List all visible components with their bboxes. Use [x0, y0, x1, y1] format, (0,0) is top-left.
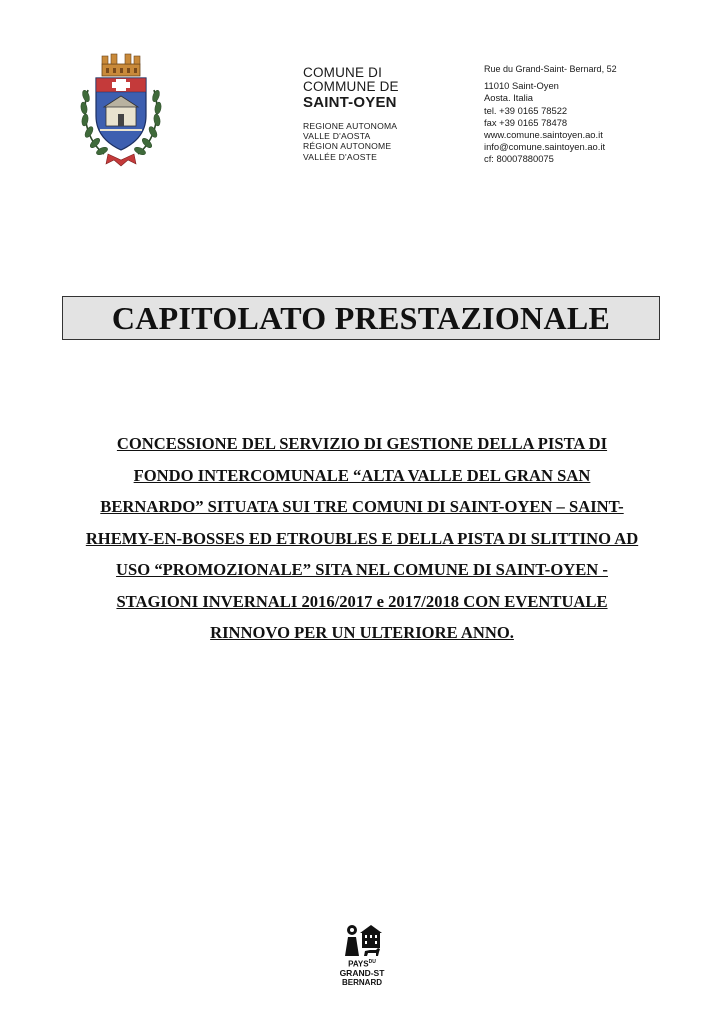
- region-lines: [303, 121, 399, 162]
- logo-text-pays: PAYS: [348, 959, 369, 969]
- contact-block: [484, 63, 617, 166]
- region-line: VALLÉE D'AOSTE: [303, 151, 378, 162]
- pays-du-grand-st-bernard-logo: [334, 922, 390, 990]
- region-line: REGIONE AUTONOMA: [303, 121, 398, 131]
- pays-du-grand-st-bernard-logo-icon: [340, 922, 384, 958]
- region-line: VALLE D'AOSTA: [303, 131, 371, 142]
- contact-web-link[interactable]: www.comune.saintoyen.ao.it: [484, 129, 603, 141]
- municipality-block: [303, 66, 399, 162]
- region-line: RÉGION AUTONOME: [303, 141, 392, 152]
- contact-address: Rue du Grand-Saint- Bernard, 52: [484, 64, 617, 74]
- logo-text-bernard: BERNARD: [342, 977, 382, 987]
- document-title-box: [62, 296, 660, 340]
- subject-line: CONCESSIONE DEL SERVIZIO DI GESTIONE DELLA PISTA DI: [116, 434, 608, 453]
- coat-of-arms-icon: [78, 50, 164, 168]
- municipality-name: SAINT-OYEN: [303, 94, 397, 111]
- contact-tel: tel. +39 0165 78522: [484, 104, 568, 116]
- subject-line: RHEMY-EN-BOSSES ED ETROUBLES E DELLA PISTA DI SLITTINO AD: [85, 528, 639, 548]
- logo-text-grand-st: GRAND-ST: [339, 967, 385, 978]
- subject-line: BERNARDO” SITUATA SUI TRE COMUNI DI SAINT-OYEN – SAINT-: [100, 497, 624, 516]
- contact-country: Aosta. Italia: [484, 92, 533, 104]
- contact-city: 11010 Saint-Oyen: [484, 80, 559, 92]
- contact-fax: fax +39 0165 78478: [484, 116, 568, 128]
- contact-email-link[interactable]: info@comune.saintoyen.ao.it: [484, 141, 606, 153]
- subject-line: STAGIONI INVERNALI 2016/2017 e 2017/2018 CON EVENTUALE: [116, 591, 608, 611]
- municipality-line2: COMMUNE DE: [303, 79, 399, 94]
- subject-line: FONDO INTERCOMUNALE “ALTA VALLE DEL GRAN SAN: [133, 465, 591, 485]
- contact-cf: cf: 80007880075: [484, 153, 554, 165]
- document-subject: [62, 428, 662, 649]
- document-title: CAPITOLATO PRESTAZIONALE: [111, 299, 611, 336]
- municipality-line1: COMUNE DI: [303, 65, 383, 80]
- subject-line: RINNOVO PER UN ULTERIORE ANNO.: [210, 623, 514, 642]
- logo-text-du: DU: [368, 959, 376, 965]
- subject-line: USO “PROMOZIONALE” SITA NEL COMUNE DI SAINT-OYEN -: [116, 560, 608, 579]
